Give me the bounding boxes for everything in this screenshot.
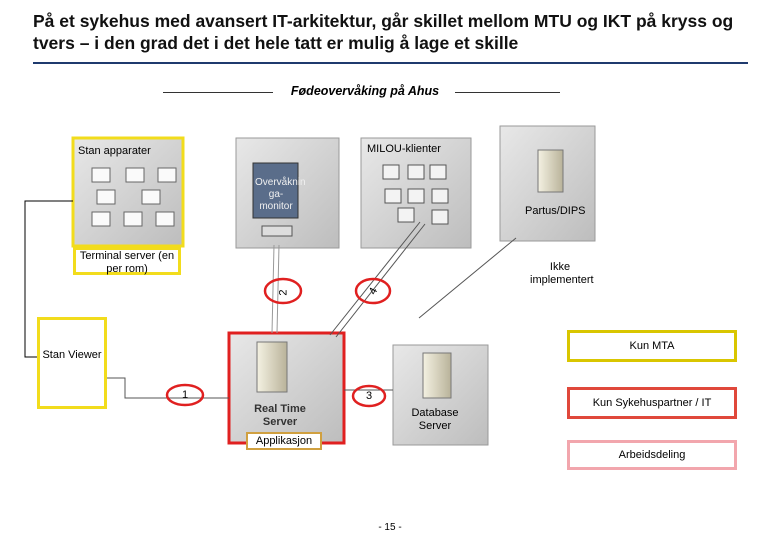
partus-server-icon: [538, 150, 563, 192]
ikke-implementert-label: Ikke implementert: [530, 261, 594, 286]
milou-klienter-label: MILOU-klienter: [367, 143, 441, 155]
real-time-server-label: Real Time Server: [254, 403, 306, 428]
connection-label-2: 2: [277, 289, 290, 296]
overvakningsmonitor-label: Overvåknin ga-monitor: [255, 177, 306, 212]
connection-label-3: 3: [365, 390, 373, 402]
legend-arbeidsdeling: Arbeidsdeling: [567, 440, 737, 470]
legend-kun-sykehuspartner: Kun Sykehuspartner / IT: [567, 387, 737, 419]
legend-kun-mta: Kun MTA: [567, 330, 737, 362]
stan-apparater-label: Stan apparater: [78, 145, 151, 157]
terminal-server-box: Terminal server (en per rom): [73, 247, 181, 275]
database-server-label: Database Server: [411, 407, 459, 432]
connection-label-1: 1: [181, 389, 189, 401]
real-time-server-icon: [257, 342, 287, 392]
applikasjon-box: Applikasjon: [246, 432, 322, 450]
database-server-icon: [423, 353, 451, 398]
page-number: - 15 -: [378, 522, 402, 533]
partus-dips-label: Partus/DIPS: [525, 205, 586, 217]
diagram-subtitle: Fødeovervåking på Ahus: [290, 84, 440, 98]
page-title: På et sykehus med avansert IT-arkitektur, går skillet mellom MTU og IKT på kryss og tvers – i den grad det i det hele tatt er mulig å lage et skille: [33, 11, 734, 53]
stan-viewer-box: Stan Viewer: [37, 317, 107, 409]
connection-label-4: 4: [366, 285, 381, 297]
monitor-keyboard: [262, 226, 292, 236]
